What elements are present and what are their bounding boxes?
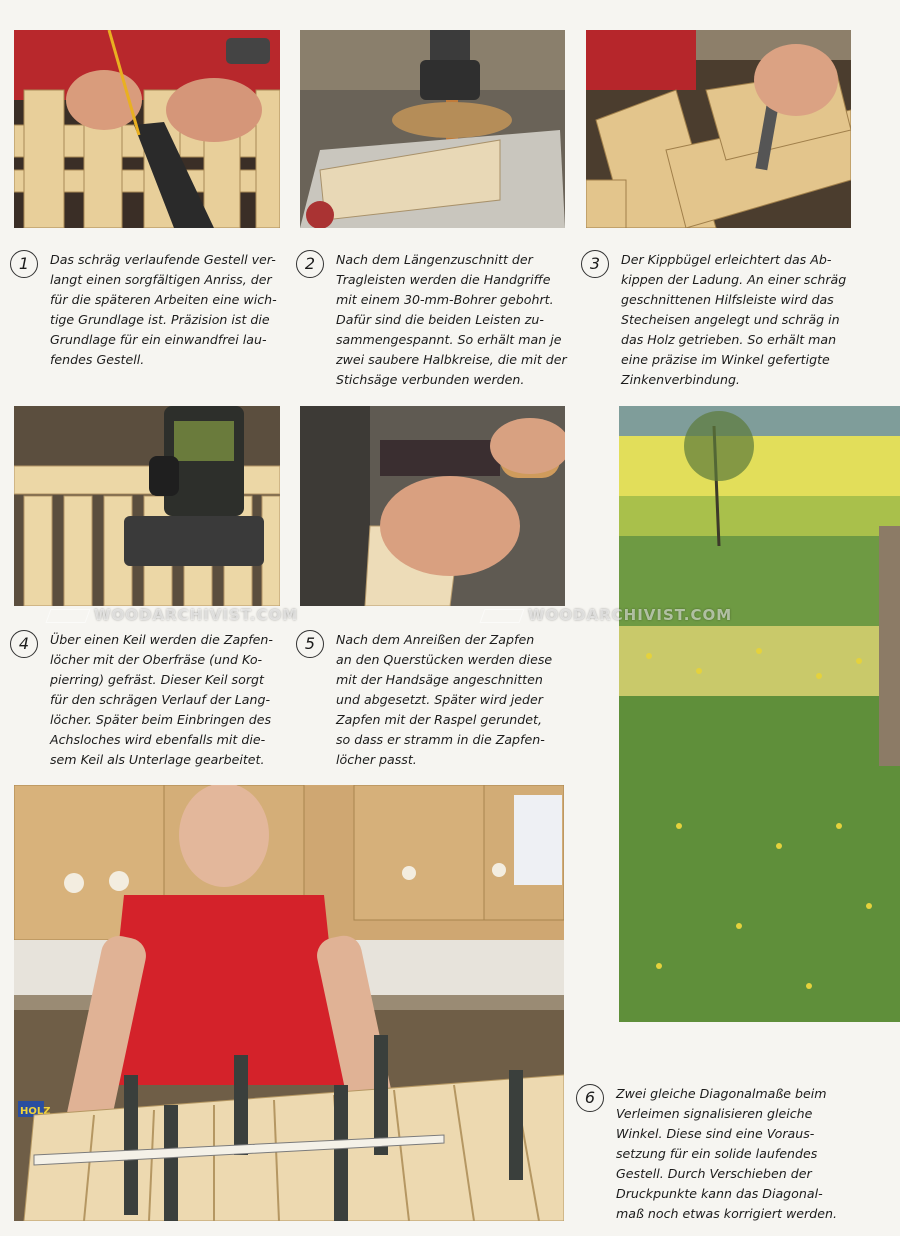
watermark-badge-icon (479, 609, 524, 623)
step-number-3: 3 (581, 250, 609, 278)
step-text-4: Über einen Keil werden die Zapfen- löcher mit der Oberfräse (und Ko- pierring) gefräst. Dieser Keil sorgt für den schrägen Verlauf der Lang- löcher. Später beim Einbringen des Achsloches wird ebenfalls mit die- sem Keil als Unterlage gearbeitet. (50, 632, 273, 767)
photo-rasp (300, 406, 565, 606)
step-text-3: Der Kippbügel erleichtert das Ab- kippen der Ladung. An einer schräg geschnittenen Hilfsleiste wird das Stecheisen angelegt und schräg in das Holz getrieben. So erhält man eine präzise im Winkel gefertigte Zinkenverbindung. (621, 252, 847, 387)
step-number-2: 2 (296, 250, 324, 278)
photo-gluing-frame (14, 785, 564, 1221)
step-text-1: Das schräg verlaufende Gestell ver- langt einen sorgfältigen Anriss, der für die späteren Arbeiten eine wich- tige Grundlage ist. Präzision ist die Grundlage für ein einwandfrei lau- fendes Gestell. (50, 252, 277, 367)
step-number-5: 5 (296, 630, 324, 658)
step-text-2: Nach dem Längenzuschnitt der Tragleisten werden die Handgriffe mit einem 30-mm-Bohrer gebohrt. Dafür sind die beiden Leisten zu- sammengespannt. So erhält man je zwei saubere Halbkreise, die mit der Stichsäge verbunden werden. (336, 252, 567, 387)
watermark-badge-icon (45, 609, 90, 623)
step-5 (296, 630, 586, 780)
step-2 (296, 250, 576, 400)
photo-meadow (619, 406, 900, 1022)
photo-router (14, 406, 280, 606)
holz-sign: HOLZ (20, 1106, 51, 1117)
step-6 (576, 1084, 876, 1234)
watermark-left: WOODARCHIVIST.COM (48, 606, 298, 624)
step-number-6: 6 (576, 1084, 604, 1112)
step-1 (10, 250, 290, 380)
step-4 (10, 630, 295, 780)
step-text-5: Nach dem Anreißen der Zapfen an den Querstücken werden diese mit der Handsäge angeschnitten und abgesetzt. Später wird jeder Zapfen mit der Raspel gerundet, so dass er stramm in die Zapfen- löcher passt. (336, 632, 553, 767)
step-3 (581, 250, 881, 400)
step-number-4: 4 (10, 630, 38, 658)
photo-drilling (300, 30, 565, 228)
photo-marking-frame (14, 30, 280, 228)
step-text-6: Zwei gleiche Diagonalmaße beim Verleimen signalisieren gleiche Winkel. Diese sind eine Voraus- setzung für ein solide laufendes Gestell. Durch Verschieben der Druckpunkte kann das Diagonal- maß noch etwas korrigiert werden. (616, 1086, 837, 1221)
watermark-right: WOODARCHIVIST.COM (482, 606, 732, 624)
step-number-1: 1 (10, 250, 38, 278)
photo-chisel-joint (586, 30, 851, 228)
